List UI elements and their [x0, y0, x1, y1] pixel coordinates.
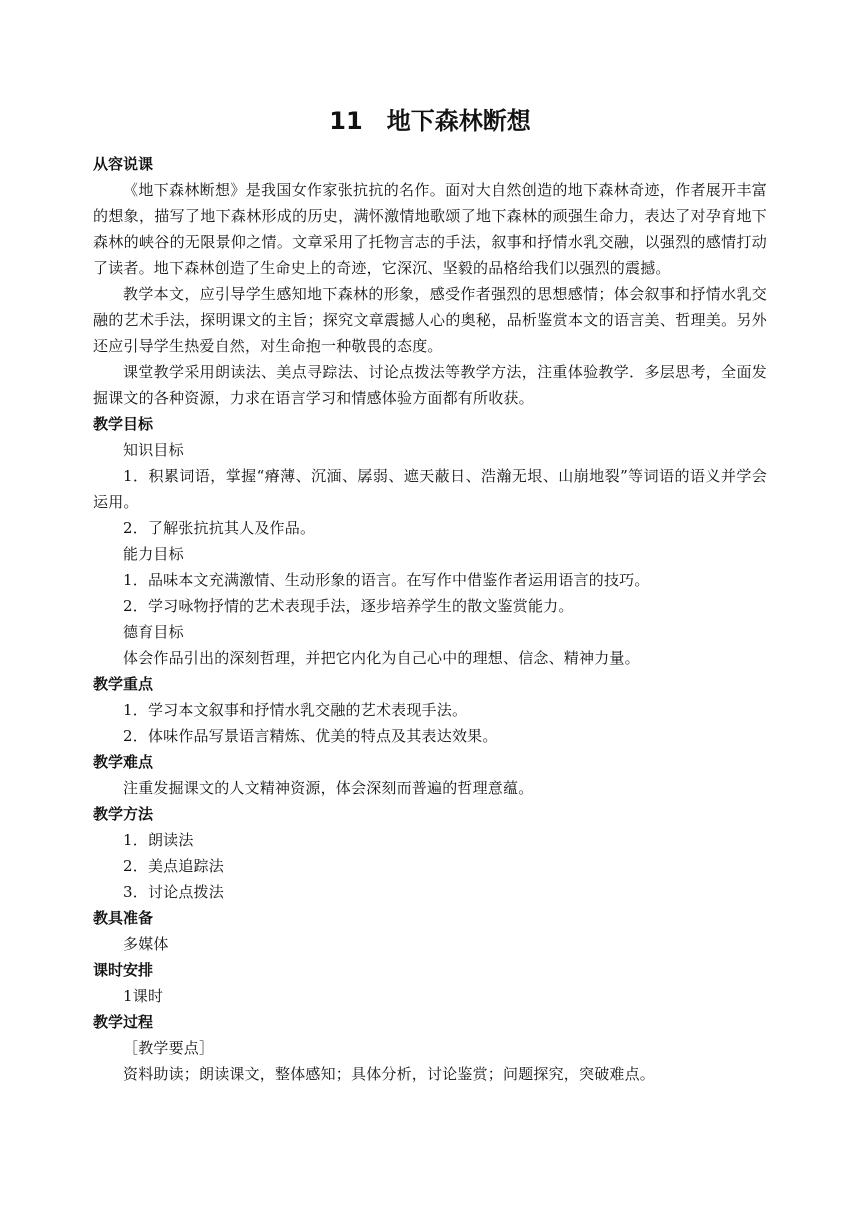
list-item: 2．美点追踪法 — [123, 857, 224, 875]
list-item: 2．学习咏物抒情的艺术表现手法，逐步培养学生的散文鉴赏能力。 — [123, 597, 574, 615]
paragraph: 多媒体 — [123, 935, 169, 953]
section-heading-tools: 教具准备 — [93, 909, 154, 927]
section-heading-focus: 教学重点 — [93, 675, 154, 693]
section-heading-schedule: 课时安排 — [93, 961, 154, 979]
subheading-key-points: ［教学要点］ — [123, 1039, 215, 1057]
paragraph: 体会作品引出的深刻哲理，并把它内化为自己心中的理想、信念、精神力量。 — [123, 649, 640, 667]
subheading-knowledge: 知识目标 — [123, 441, 184, 459]
section-heading-process: 教学过程 — [93, 1013, 154, 1031]
list-item: 1．积累词语，掌握“瘠薄、沉湎、孱弱、遮天蔽日、浩瀚无垠、山崩地裂”等词语的语义并学会运用。 — [93, 467, 767, 511]
paragraph: 1课时 — [123, 987, 164, 1005]
list-item: 1．品味本文充满激情、生动形象的语言。在写作中借鉴作者运用语言的技巧。 — [123, 571, 650, 589]
paragraph: 教学本文，应引导学生感知地下森林的形象，感受作者强烈的思想感情；体会叙事和抒情水乳交融的艺术手法，探明课文的主旨；探究文章震撼人心的奥秘，品析鉴赏本文的语言美、哲理美。另外还应引导学生热爱自然，对生命抱一种敬畏的态度。 — [93, 285, 767, 355]
section-heading-overview: 从容说课 — [93, 155, 154, 173]
section-heading-methods: 教学方法 — [93, 805, 154, 823]
list-item: 1．朗读法 — [123, 831, 194, 849]
list-item: 2．了解张抗抗其人及作品。 — [123, 519, 316, 537]
paragraph: 资料助读；朗读课文，整体感知；具体分析，讨论鉴赏；问题探究，突破难点。 — [123, 1065, 656, 1083]
paragraph: 注重发掘课文的人文精神资源，体会深刻而普遍的哲理意蕴。 — [123, 779, 534, 797]
paragraph: 《地下森林断想》是我国女作家张抗抗的名作。面对大自然创造的地下森林奇迹，作者展开丰富的想象，描写了地下森林形成的历史，满怀激情地歌颂了地下森林的顽强生命力，表达了对孕育地下森林的峡谷的无限景仰之情。文章采用了托物言志的手法，叙事和抒情水乳交融，以强烈的感情打动了读者。地下森林创造了生命史上的奇迹，它深沉、坚毅的品格给我们以强烈的震撼。 — [93, 181, 767, 277]
list-item: 2．体味作品写景语言精炼、优美的特点及其表达效果。 — [123, 727, 498, 745]
subheading-moral: 德育目标 — [123, 623, 184, 641]
list-item: 1．学习本文叙事和抒情水乳交融的艺术表现手法。 — [123, 701, 468, 719]
page-title: 11 地下森林断想 — [329, 107, 531, 135]
document-body — [93, 104, 767, 1087]
list-item: 3．讨论点拨法 — [123, 883, 224, 901]
section-heading-goals: 教学目标 — [93, 415, 154, 433]
subheading-ability: 能力目标 — [123, 545, 184, 563]
section-heading-difficulty: 教学难点 — [93, 753, 154, 771]
paragraph: 课堂教学采用朗读法、美点寻踪法、讨论点拨法等教学方法，注重体验教学．多层思考，全面发掘课文的各种资源，力求在语言学习和情感体验方面都有所收获。 — [93, 363, 767, 407]
